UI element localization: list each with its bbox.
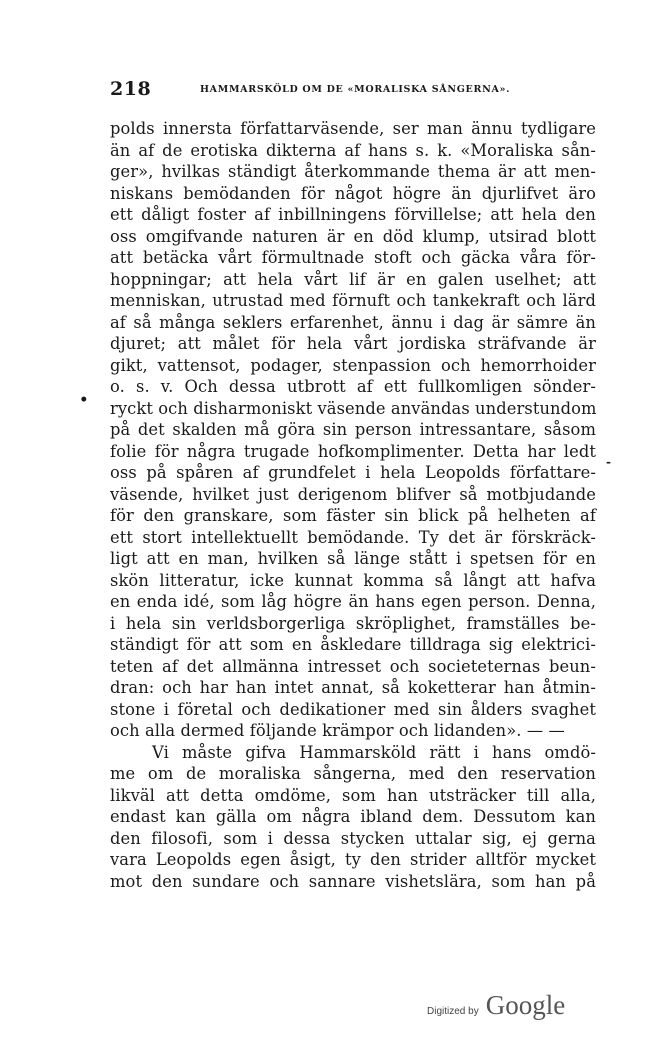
text-line: skön litteratur, icke kunnat komma så långt att hafva bbox=[110, 570, 596, 590]
text-line: den filosofi, som i dessa stycken uttalar sig, ej gerna bbox=[110, 828, 596, 848]
text-line: menniskan, utrustad med förnuft och tankekraft och lärd bbox=[110, 291, 596, 310]
text-line: för den granskare, som fäster sin blick på helheten af bbox=[110, 506, 596, 525]
page-number: 218 bbox=[110, 78, 152, 100]
text-line: folie för några trugade hofkomplimenter. Detta har ledt bbox=[110, 441, 596, 461]
text-line: hoppningar; att hela vårt lif är en galen uselhet; att bbox=[110, 269, 596, 289]
text-line: djuret; att målet för hela vårt jordiska sträfvande är bbox=[110, 334, 596, 353]
text-line: likväl att detta omdöme, som han utsträcker till alla, bbox=[110, 785, 596, 805]
text-line: ett stort intellektuellt bemödande. Ty det är förskräck- bbox=[110, 527, 596, 547]
text-line: vara Leopolds egen åsigt, ty den strider alltför mycket bbox=[110, 850, 596, 869]
paragraph-start-line: Vi måste gifva Hammarsköld rätt i hans omdö- bbox=[152, 742, 596, 762]
margin-ink-mark: • bbox=[76, 390, 93, 410]
text-line: och alla dermed följande krämpor och lidanden». — — bbox=[110, 721, 565, 740]
text-line: ständigt för att som en åskledare tilldraga sig elektrici- bbox=[110, 635, 596, 654]
body-text bbox=[110, 118, 596, 892]
text-line: af så många seklers erfarenhet, ännu i dag är sämre än bbox=[110, 312, 596, 332]
text-line: teten af det allmänna intresset och societeternas beun- bbox=[110, 656, 596, 676]
digitized-by-google-watermark bbox=[427, 990, 565, 1020]
text-line: gikt, vattensot, podager, stenpassion och hemorrhoider bbox=[110, 355, 596, 375]
text-line: i hela sin verldsborgerliga skröplighet, framställes be- bbox=[110, 613, 596, 633]
text-line: me om de moraliska sångerna, med den reservation bbox=[110, 764, 596, 783]
text-line: niskans bemödanden för något högre än djurlifvet äro bbox=[110, 183, 596, 203]
text-line: ryckt och disharmoniskt väsende användas understundom bbox=[110, 398, 597, 418]
text-line: än af de erotiska dikterna af hans s. k. «Moraliska sån- bbox=[110, 140, 596, 160]
text-line: oss på spåren af grundfelet i hela Leopolds författare- bbox=[110, 463, 596, 482]
text-line: ligt att en man, hvilken så länge stått i spetsen för en bbox=[110, 549, 596, 568]
text-line: ger», hvilkas ständigt återkommande thema är att men- bbox=[110, 162, 596, 181]
text-line: polds innersta författarväsende, ser man ännu tydligare bbox=[110, 119, 596, 138]
text-line: oss omgifvande naturen är en död klump, utsirad blott bbox=[110, 226, 596, 246]
text-line: att betäcka vårt förmultnade stoft och gäcka våra för- bbox=[110, 248, 596, 267]
text-line: stone i företal och dedikationer med sin ålders svaghet bbox=[110, 699, 596, 719]
margin-ink-mark: - bbox=[606, 455, 611, 469]
text-line: väsende, hvilket just derigenom blifver så motbjudande bbox=[110, 484, 596, 504]
page-header bbox=[110, 78, 610, 102]
text-line: på det skalden må göra sin person intressantare, såsom bbox=[110, 420, 596, 439]
running-head: HAMMARSKÖLD OM DE «MORALISKA SÅNGERNA». bbox=[200, 84, 511, 95]
text-line: en enda idé, som låg högre än hans egen person. Denna, bbox=[110, 592, 596, 611]
text-line: endast kan gälla om några ibland dem. Dessutom kan bbox=[110, 807, 596, 826]
text-line: o. s. v. Och dessa utbrott af ett fullkomligen sönder- bbox=[110, 377, 596, 396]
text-line: dran: och har han intet annat, så koketterar han åtmin- bbox=[110, 678, 596, 697]
text-line: ett dåligt foster af inbillningens förvillelse; att hela den bbox=[110, 205, 596, 224]
watermark-prefix: Digitized by bbox=[427, 1006, 479, 1017]
google-logo: Google bbox=[485, 990, 566, 1020]
text-line: mot den sundare och sannare vishetslära, som han på bbox=[110, 871, 596, 891]
